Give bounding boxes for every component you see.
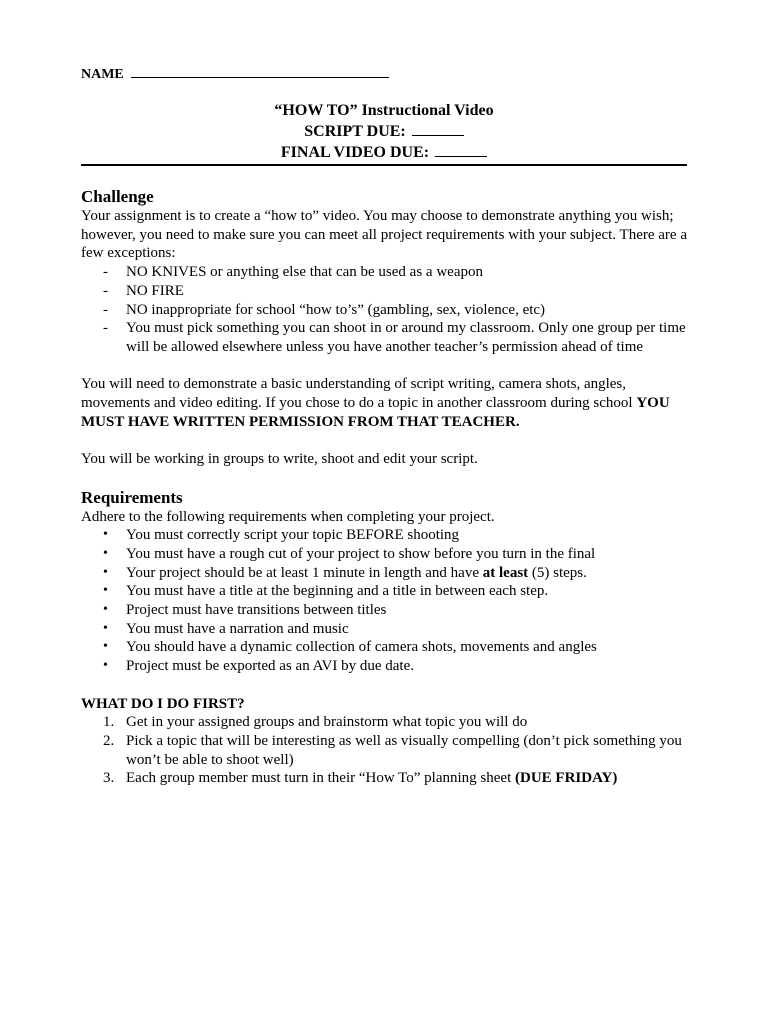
bullet-marker: • — [103, 602, 108, 618]
final-due-label: FINAL VIDEO DUE: — [280, 144, 430, 161]
requirements-intro: Adhere to the following requirements when completing your project. — [81, 508, 495, 525]
first-steps-list — [81, 713, 687, 788]
challenge-heading: Challenge — [81, 187, 154, 206]
list-item-text: Project must have transitions between titles — [126, 602, 387, 619]
bullet-marker: • — [103, 564, 108, 580]
list-item — [81, 564, 687, 583]
list-item-text: Project must be exported as an AVI by due date. — [126, 658, 414, 675]
step-number: 1. — [103, 714, 115, 731]
list-item-text: Each group member must turn in their “How To” planning sheet — [126, 770, 512, 787]
step-number: 2. — [103, 732, 115, 749]
list-item-text: Your project should be at least 1 minute in length and have — [126, 564, 479, 581]
first-steps-heading: WHAT DO I DO FIRST? — [81, 695, 245, 712]
emphasis-text: at least — [482, 564, 529, 581]
list-item-text: Get in your assigned groups and brainstorm what topic you will do — [126, 714, 528, 731]
step-number: 3. — [103, 770, 115, 787]
groups-paragraph: You will be working in groups to write, shoot and edit your script. — [81, 451, 478, 468]
list-item — [81, 263, 687, 282]
requirements-heading: Requirements — [81, 487, 183, 507]
name-field — [81, 65, 389, 83]
list-item — [81, 301, 687, 320]
script-due-label: SCRIPT DUE: — [304, 123, 406, 140]
bullet-marker: • — [103, 620, 108, 636]
skills-paragraph — [81, 375, 687, 431]
due-friday-notice: (DUE FRIDAY) — [515, 770, 618, 787]
dash-marker: - — [103, 282, 108, 299]
final-due-line — [81, 142, 687, 163]
dash-marker: - — [103, 301, 108, 318]
exceptions-list — [81, 263, 687, 357]
list-item — [81, 582, 687, 601]
bullet-marker: • — [103, 639, 108, 655]
dash-marker: - — [103, 264, 108, 281]
list-item — [81, 545, 687, 564]
list-item — [81, 601, 687, 620]
requirements-list — [81, 526, 687, 676]
list-item — [81, 319, 687, 356]
skills-text: You will need to demonstrate a basic understanding of script writing, camera shots, angles, movements and video editing. If you chose to do a topic in another classroom during school — [81, 376, 633, 412]
list-item-text: Pick a topic that will be interesting as well as visually compelling (don’t pick something you won’t be able to shoot well) — [126, 732, 682, 768]
list-item — [81, 713, 687, 732]
script-due-blank — [412, 122, 464, 136]
list-item-text: You should have a dynamic collection of camera shots, movements and angles — [126, 639, 597, 656]
list-item-text: NO FIRE — [126, 282, 184, 299]
bullet-marker: • — [103, 545, 108, 561]
list-item — [81, 657, 687, 676]
challenge-intro: Your assignment is to create a “how to” video. You may choose to demonstrate anything you wish; however, you need to make sure you can meet all project requirements with your subject. There are a few exceptions: — [81, 208, 687, 262]
document-title: “HOW TO” Instructional Video — [274, 102, 494, 119]
name-blank-line — [131, 65, 389, 78]
header-divider — [81, 164, 687, 166]
document-body — [81, 187, 687, 788]
final-due-blank — [435, 143, 487, 157]
dash-marker: - — [103, 320, 108, 337]
script-due-line — [81, 121, 687, 142]
bullet-marker: • — [103, 658, 108, 674]
bullet-marker: • — [103, 527, 108, 543]
bullet-marker: • — [103, 583, 108, 599]
list-item-text: You must have a title at the beginning and a title in between each step. — [126, 583, 549, 600]
list-item — [81, 282, 687, 301]
list-item — [81, 638, 687, 657]
list-item — [81, 526, 687, 545]
name-label: NAME — [81, 67, 124, 82]
list-item — [81, 769, 687, 788]
list-item-text: NO KNIVES or anything else that can be used as a weapon — [126, 264, 483, 281]
list-item-text: You must pick something you can shoot in or around my classroom. Only one group per time will be allowed elsewhere unless you have another teacher’s permission ahead of time — [126, 320, 686, 355]
list-item-text: (5) steps. — [531, 564, 587, 581]
list-item-text: You must correctly script your topic BEFORE shooting — [126, 527, 460, 544]
list-item-text: You must have a rough cut of your project to show before you turn in the final — [126, 545, 596, 562]
permission-notice: YOU MUST HAVE WRITTEN PERMISSION FROM THAT TEACHER. — [81, 395, 670, 430]
list-item — [81, 732, 687, 769]
list-item — [81, 620, 687, 639]
list-item-text: You must have a narration and music — [126, 620, 349, 637]
document-header — [81, 100, 687, 163]
list-item-text: NO inappropriate for school “how to’s” (gambling, sex, violence, etc) — [126, 301, 546, 318]
